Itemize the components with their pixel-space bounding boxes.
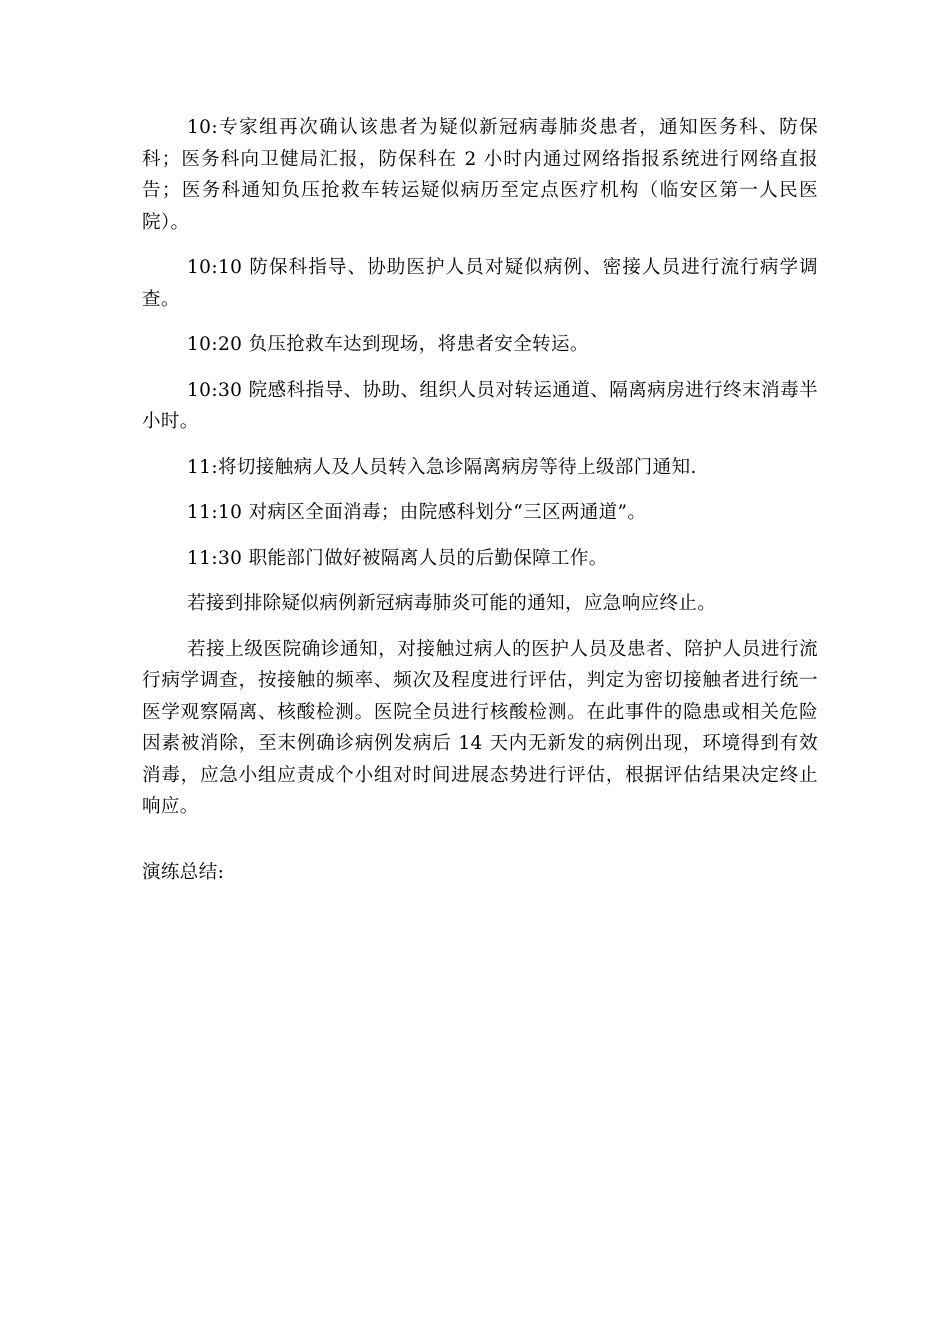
paragraph-response-termination: 若接到排除疑似病例新冠病毒肺炎可能的通知，应急响应终止。 [187,593,717,614]
paragraph-terminal-disinfection: 10:30 院感科指导、协助、组织人员对转运通道、隔离病房进行终末消毒半小时。 [142,379,818,432]
drill-summary-heading: 演练总结: [142,862,225,883]
paragraph-logistics-support: 11:30 职能部门做好被隔离人员的后勤保障工作。 [187,547,608,569]
paragraph-confirmed-case-procedure: 若接上级医院确诊通知，对接触过病人的医护人员及患者、陪护人员进行流行病学调查，按接触的频率、频次及程度进行评估，判定为密切接触者进行统一医学观察隔离、核酸检测。医院全员进行核酸检测。在此事件的隐患或相关危险因素被消除，至末例确诊病例发病后 14 天内无新发的病例出现，环境得到有效消毒，应急小组应责成个小组对时间进展态势进行评估，根据评估结果决定终止响应。 [142,638,818,817]
paragraph-isolation-transfer: 11:将切接触病人及人员转入急诊隔离病房等待上级部门通知. [187,456,697,478]
paragraph-epidemiological-survey: 10:10 防保科指导、协助医护人员对疑似病例、密接人员进行流行病学调查。 [142,257,818,310]
paragraph-expert-confirmation: 10:专家组再次确认该患者为疑似新冠病毒肺炎患者，通知医务科、防保科；医务科向卫健局汇报，防保科在 2 小时内通过网络指报系统进行网络直报告；医务科通知负压抢救车转运疑似病历至定点医疗机构（临安区第一人民医院）。 [142,117,818,233]
document-body [142,112,818,837]
paragraph-ambulance-arrival: 10:20 负压抢救车达到现场，将患者安全转运。 [187,334,589,355]
paragraph-ward-disinfection: 11:10 对病区全面消毒；由院感科划分“三区两通道”。 [187,502,647,523]
